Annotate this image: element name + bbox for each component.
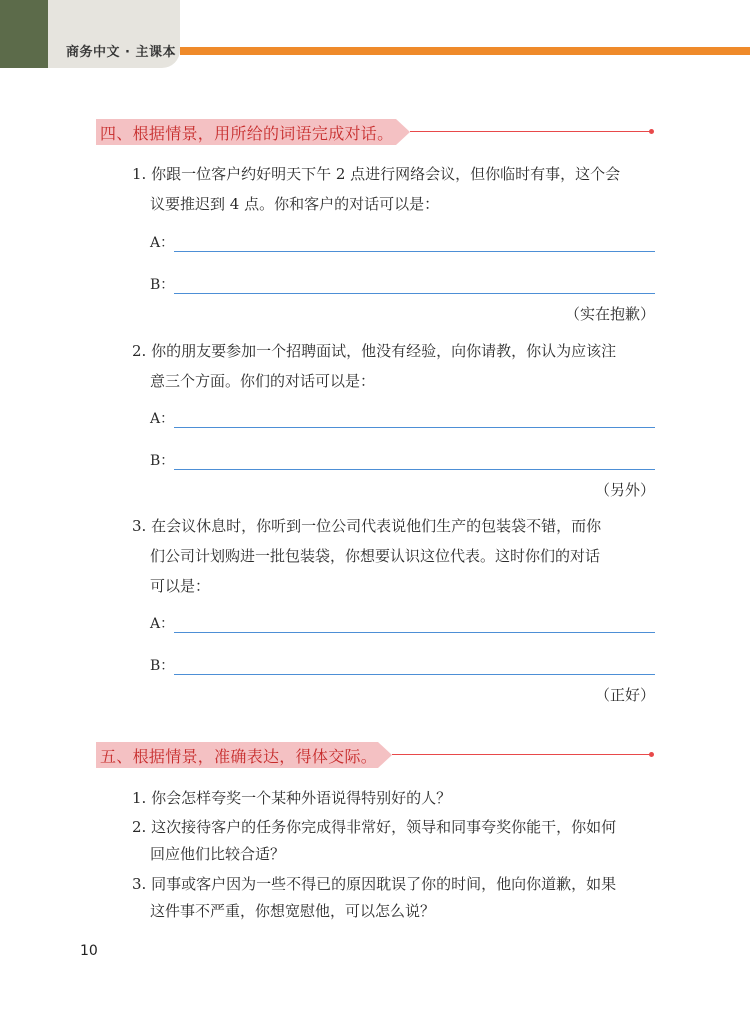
question-line: 2. 你的朋友要参加一个招聘面试，他没有经验，向你请教，你认为应该注 — [132, 342, 617, 360]
answer-b-4-2[interactable] — [150, 450, 655, 472]
question-4-2 — [132, 336, 616, 396]
answer-line[interactable] — [174, 293, 655, 294]
question-line: 2. 这次接待客户的任务你完成得非常好，领导和同事夸奖你能干，你如何 — [132, 818, 617, 836]
answer-line[interactable] — [174, 427, 655, 428]
answer-a-4-2[interactable] — [150, 408, 655, 430]
question-5-3 — [132, 871, 616, 925]
answer-b-4-1[interactable] — [150, 274, 655, 296]
question-5-1 — [132, 785, 451, 812]
section-4-title: 四、根据情景，用所给的词语完成对话。 — [100, 124, 394, 143]
answer-label-a: A： — [150, 235, 175, 251]
answer-line[interactable] — [174, 632, 655, 633]
answer-line[interactable] — [174, 251, 655, 252]
word-hint-4-2: （另外） — [594, 481, 655, 499]
question-line: 3. 在会议休息时，你听到一位公司代表说他们生产的包装袋不错，而你 — [132, 517, 602, 535]
answer-label-b: B： — [150, 453, 175, 469]
word-hint-4-3: （正好） — [594, 686, 655, 704]
question-line: 们公司计划购进一批包装袋，你想要认识这位代表。这时你们的对话 — [150, 547, 601, 565]
section-heading-arrow — [378, 742, 392, 768]
answer-label-b: B： — [150, 658, 175, 674]
question-5-2 — [132, 814, 616, 868]
question-line: 1. 你会怎样夸奖一个某种外语说得特别好的人？ — [132, 789, 452, 807]
question-4-1 — [132, 159, 620, 219]
question-line: 议要推迟到 4 点。你和客户的对话可以是： — [150, 195, 440, 213]
answer-line[interactable] — [174, 469, 655, 470]
question-4-3 — [132, 511, 601, 601]
answer-a-4-1[interactable] — [150, 232, 655, 254]
section-heading-arrow — [396, 119, 410, 145]
page-number: 10 — [80, 943, 98, 959]
answer-label-a: A： — [150, 616, 175, 632]
header-orange-bar — [180, 47, 750, 55]
answer-label-b: B： — [150, 277, 175, 293]
question-line: 这件事不严重，你想宽慰他，可以怎么说？ — [150, 902, 436, 920]
section-4-heading — [96, 119, 656, 145]
section-heading-rule — [392, 754, 650, 755]
section-5-title: 五、根据情景，准确表达，得体交际。 — [100, 747, 378, 766]
question-line: 回应他们比较合适？ — [150, 845, 286, 863]
section-heading-rule — [410, 131, 650, 132]
answer-line[interactable] — [174, 674, 655, 675]
header-side-block — [0, 0, 48, 68]
word-hint-4-1: （实在抱歉） — [564, 305, 655, 323]
book-title: 商务中文 · 主课本 — [66, 45, 176, 60]
question-line: 意三个方面。你们的对话可以是： — [150, 372, 376, 390]
section-heading-dot — [649, 752, 654, 757]
question-line: 1. 你跟一位客户约好明天下午 2 点进行网络会议，但你临时有事，这个会 — [132, 165, 621, 183]
section-heading-dot — [649, 129, 654, 134]
section-5-heading — [96, 742, 656, 768]
answer-label-a: A： — [150, 411, 175, 427]
question-line: 可以是： — [150, 577, 211, 595]
answer-a-4-3[interactable] — [150, 613, 655, 635]
answer-b-4-3[interactable] — [150, 655, 655, 677]
header-tab — [48, 0, 180, 68]
question-line: 3. 同事或客户因为一些不得已的原因耽误了你的时间，他向你道歉，如果 — [132, 875, 617, 893]
